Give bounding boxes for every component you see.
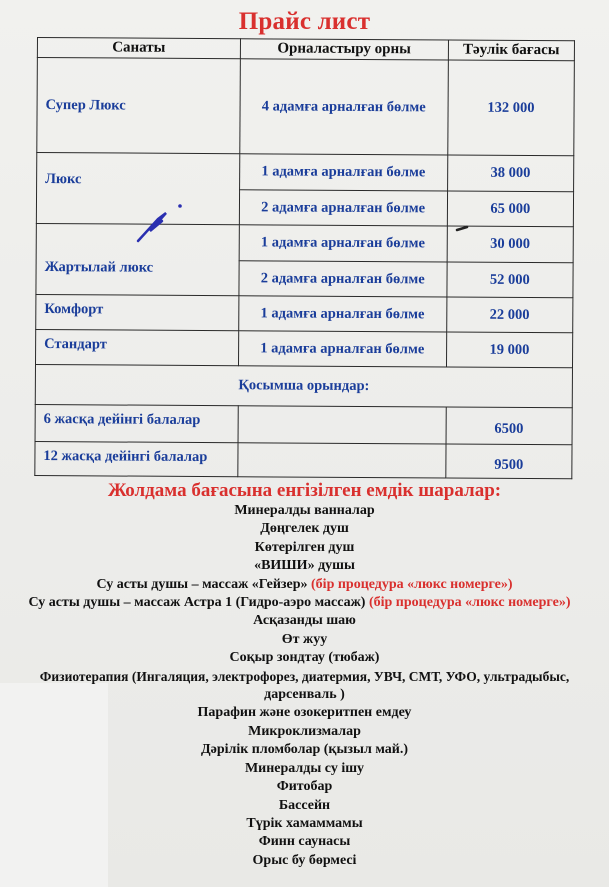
list-item bbox=[0, 557, 609, 575]
procedures-list bbox=[0, 502, 609, 870]
list-item bbox=[0, 612, 609, 630]
price-table bbox=[34, 37, 575, 479]
procedure-text: дарсенваль ) bbox=[264, 687, 345, 703]
room-cell: 1 адамға арналған бөлме bbox=[238, 296, 446, 332]
page-title: Прайс лист bbox=[238, 8, 371, 35]
price-cell: 30 000 bbox=[447, 226, 574, 263]
list-item bbox=[0, 815, 609, 833]
list-item bbox=[0, 833, 609, 851]
list-item bbox=[0, 741, 609, 759]
procedure-text: Түрік хамаммамы bbox=[246, 815, 363, 831]
category-cell: Стандарт bbox=[35, 329, 238, 365]
category-cell: 12 жасқа дейінгі балалар bbox=[35, 441, 238, 476]
category-cell: Жартылай люкс bbox=[36, 223, 239, 295]
category-cell: Супер Люкс bbox=[37, 58, 240, 154]
room-cell: 4 адамға арналған бөлме bbox=[240, 59, 448, 155]
price-cell: 19 000 bbox=[446, 332, 573, 368]
list-item bbox=[0, 778, 609, 796]
list-item bbox=[0, 723, 609, 741]
room-cell: 1 адамға арналған бөлме bbox=[238, 331, 446, 367]
room-cell: 2 адамға арналған бөлме bbox=[239, 261, 447, 297]
procedure-text: «ВИШИ» душы bbox=[254, 558, 355, 574]
room-cell bbox=[238, 406, 446, 444]
price-cell: 52 000 bbox=[447, 262, 574, 298]
list-item bbox=[0, 686, 609, 704]
procedure-text: Физиотерапия (Ингаляция, электрофорез, диатермия, УВЧ, СМТ, УФО, ультрадыбыс, bbox=[39, 668, 570, 684]
pen-mark-icon bbox=[136, 203, 186, 245]
list-item bbox=[0, 797, 609, 815]
procedure-text: Көтерілген душ bbox=[254, 539, 355, 555]
procedure-text: Микроклизмалар bbox=[248, 723, 361, 739]
procedure-text: Парафин және озокеритпен емдеу bbox=[197, 705, 412, 721]
list-item bbox=[0, 704, 609, 722]
list-item bbox=[0, 852, 609, 870]
room-cell: 2 адамға арналған бөлме bbox=[239, 190, 447, 226]
price-cell: 6500 bbox=[446, 407, 573, 445]
table-row bbox=[35, 329, 572, 367]
room-cell: 1 адамға арналған бөлме bbox=[239, 154, 447, 191]
procedure-text: Финн саунасы bbox=[258, 834, 351, 850]
price-cell: 38 000 bbox=[447, 155, 574, 192]
room-cell: 1 адамға арналған бөлме bbox=[239, 225, 447, 262]
list-item bbox=[0, 576, 609, 594]
room-cell bbox=[238, 443, 446, 478]
procedure-text: Бассейн bbox=[278, 797, 331, 813]
procedure-text: Минералды су ішу bbox=[244, 760, 365, 776]
procedure-text: Су асты душы – массаж «Гейзер» bbox=[96, 576, 312, 592]
category-cell: 6 жасқа дейінгі балалар bbox=[35, 404, 238, 442]
procedure-text: Соқыр зондтау (тюбаж) bbox=[229, 650, 380, 666]
list-item bbox=[0, 631, 609, 649]
list-item bbox=[0, 760, 609, 778]
list-item bbox=[0, 520, 609, 538]
procedure-text: Су асты душы – массаж Астра 1 (Гидро-аэро массаж) bbox=[28, 595, 369, 611]
procedure-text: Өт жуу bbox=[281, 631, 328, 647]
price-cell: 65 000 bbox=[447, 191, 574, 227]
procedure-text: Дөңгелек душ bbox=[260, 521, 349, 537]
table-row bbox=[36, 294, 573, 332]
category-cell: Комфорт bbox=[36, 294, 239, 330]
procedure-text: Асқазанды шаю bbox=[253, 613, 356, 629]
list-item bbox=[0, 649, 609, 667]
list-item bbox=[0, 668, 609, 686]
procedure-text: Минералды ванналар bbox=[234, 503, 375, 518]
list-item bbox=[0, 594, 609, 612]
pen-dot-icon bbox=[455, 222, 477, 234]
table-row bbox=[35, 404, 572, 444]
header-category: Санаты bbox=[37, 38, 240, 59]
table-row bbox=[37, 58, 575, 156]
table-row bbox=[35, 441, 572, 478]
procedure-note: (бір процедура «люкс номерге») bbox=[311, 576, 513, 592]
procedure-text: Фитобар bbox=[276, 779, 333, 795]
list-item bbox=[0, 502, 609, 520]
extra-section-title: Қосымша орындар: bbox=[35, 364, 572, 407]
price-cell: 9500 bbox=[445, 444, 572, 479]
category-cell: Люкс bbox=[36, 153, 239, 225]
table-row bbox=[36, 223, 573, 262]
price-cell: 22 000 bbox=[446, 297, 573, 333]
extra-section-row bbox=[35, 364, 572, 407]
procedures-title: Жолдама бағасына енгізілген емдік шаралар: bbox=[107, 480, 502, 501]
list-item bbox=[0, 539, 609, 557]
procedure-note: (бір процедура «люкс номерге») bbox=[368, 595, 571, 611]
header-room: Орналастыру орны bbox=[240, 39, 448, 60]
header-price: Тәулік бағасы bbox=[448, 40, 574, 61]
table-row bbox=[37, 153, 574, 192]
price-cell: 132 000 bbox=[447, 60, 574, 156]
procedure-text: Дәрілік пломболар (қызыл май.) bbox=[200, 742, 409, 758]
procedure-text: Орыс бу бөрмесі bbox=[252, 852, 357, 868]
